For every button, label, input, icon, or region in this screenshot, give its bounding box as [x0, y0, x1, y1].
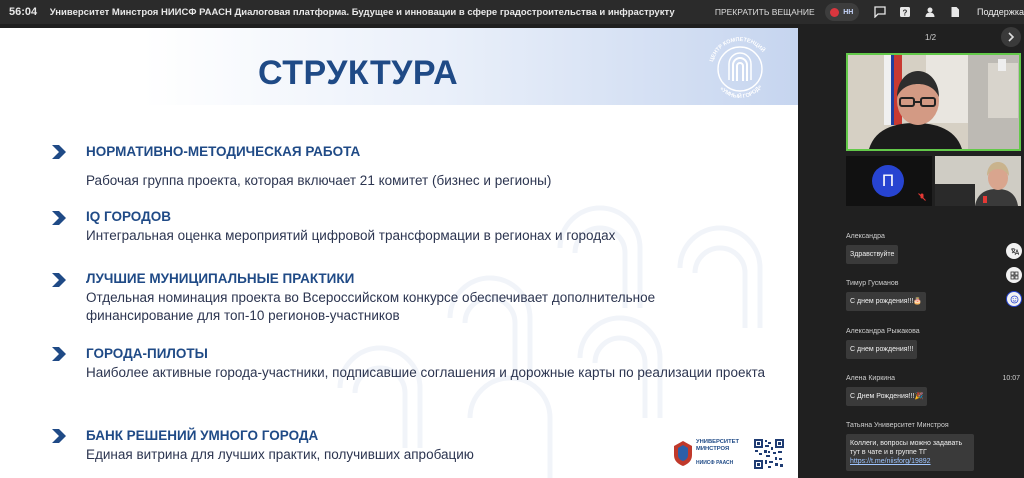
item-heading: IQ ГОРОДОВ [86, 209, 171, 224]
svg-text:«УМНЫЙ ГОРОД»: «УМНЫЙ ГОРОД» [718, 84, 764, 101]
file-icon[interactable] [945, 3, 965, 21]
top-bar [0, 0, 1024, 24]
participant-video-frame [935, 156, 1021, 206]
chevron-right-icon [1007, 32, 1015, 42]
record-dot-icon [830, 8, 839, 17]
slide-title: СТРУКТУРА [258, 54, 459, 92]
item-description: Наиболее активные города-участники, подписавшие соглашения и дорожные карты по реализации проекта [86, 365, 766, 380]
university-logo-text: УНИВЕРСИТЕТ МИНСТРОЯ [696, 439, 740, 452]
chevron-right-icon [50, 211, 68, 225]
item-heading: ГОРОДА-ПИЛОТЫ [86, 346, 208, 361]
user-icon[interactable] [920, 3, 940, 21]
chat-author: Алена Киркина [846, 375, 895, 382]
broadcast-title: Университет Минстроя НИИСФ РААСН Диалоговая платформа. Будущее и инновации в сфере градостроительства и инфраструкту [49, 6, 675, 18]
chat-author: Татьяна Университет Минстроя [846, 422, 949, 429]
chat-message [846, 375, 1022, 406]
help-icon[interactable] [895, 3, 915, 21]
svg-text:?: ? [902, 8, 908, 18]
chat-bubble: С днем рождения!!!🎂 [846, 292, 926, 311]
grid-icon[interactable] [1006, 267, 1022, 283]
chat-bubble: С днем рождения!!! [846, 340, 917, 359]
support-link[interactable]: Поддержка [977, 7, 1024, 17]
chat-message [846, 233, 1022, 264]
page-indicator: 1/2 [925, 33, 937, 42]
avatar: П [872, 165, 904, 197]
svg-text:ЦЕНТР КОМПЕТЕНЦИЙ: ЦЕНТР КОМПЕТЕНЦИЙ [709, 36, 766, 63]
chevron-right-icon [50, 145, 68, 159]
chevron-right-icon [50, 273, 68, 287]
mic-off-icon [918, 193, 926, 201]
chevron-right-icon [50, 429, 68, 443]
stop-broadcast-button[interactable]: ПРЕКРАТИТЬ ВЕЩАНИЕ [714, 7, 815, 17]
side-toolbar [1006, 243, 1024, 315]
chat-bubble: Здравствуйте [846, 245, 898, 264]
chat-message [846, 328, 1022, 359]
emblem-icon [672, 439, 694, 467]
qr-code [753, 438, 785, 470]
item-description: Единая витрина для лучших практик, получивших апробацию [86, 447, 474, 462]
broadcast-timer: 56:04 [9, 6, 38, 18]
item-description: Отдельная номинация проекта во Всероссийском конкурсе обеспечивает дополнительное финансирование для топ-10 регионов-участников [86, 290, 656, 323]
item-heading: НОРМАТИВНО-МЕТОДИЧЕСКАЯ РАБОТА [86, 144, 361, 159]
translate-icon[interactable] [1006, 243, 1022, 259]
chat-author: Тимур Гусманов [846, 280, 899, 287]
university-logo-sub: НИИСФ РААСН [696, 460, 734, 466]
chat-message [846, 280, 1022, 311]
active-speaker-video[interactable] [846, 53, 1021, 151]
chat-author: Александра Рыжакова [846, 328, 920, 335]
chevron-right-icon [50, 347, 68, 361]
item-description: Интегральная оценка мероприятий цифровой трансформации в регионах и городах [86, 228, 616, 243]
chat-message [846, 422, 1022, 471]
recording-toggle[interactable] [825, 3, 859, 21]
item-heading: ЛУЧШИЕ МУНИЦИПАЛЬНЫЕ ПРАКТИКИ [86, 271, 355, 286]
speaker-video-frame [848, 55, 1021, 151]
chat-timestamp: 10:07 [1002, 375, 1020, 382]
chat-icon[interactable] [871, 3, 891, 21]
participant-video-tile[interactable] [935, 156, 1021, 206]
chat-text: Коллеги, вопросы можно задавать тут в чате и в группе ТГ [850, 440, 963, 456]
presentation-slide [0, 28, 798, 478]
next-page-button[interactable] [1001, 27, 1021, 47]
chat-link[interactable]: https://t.me/niisforg/19892 [850, 458, 931, 465]
participant-tile[interactable] [846, 156, 932, 206]
chat-bubble [846, 434, 974, 471]
competence-center-logo [700, 36, 780, 102]
recording-label: НН [843, 8, 854, 16]
item-heading: БАНК РЕШЕНИЙ УМНОГО ГОРОДА [86, 428, 319, 443]
item-description: Рабочая группа проекта, которая включает 21 комитет (бизнес и регионы) [86, 173, 552, 188]
chat-author: Александра [846, 233, 885, 240]
chat-bubble: С Днем Рождения!!!🎉 [846, 387, 927, 406]
smiley-icon[interactable] [1006, 291, 1022, 307]
